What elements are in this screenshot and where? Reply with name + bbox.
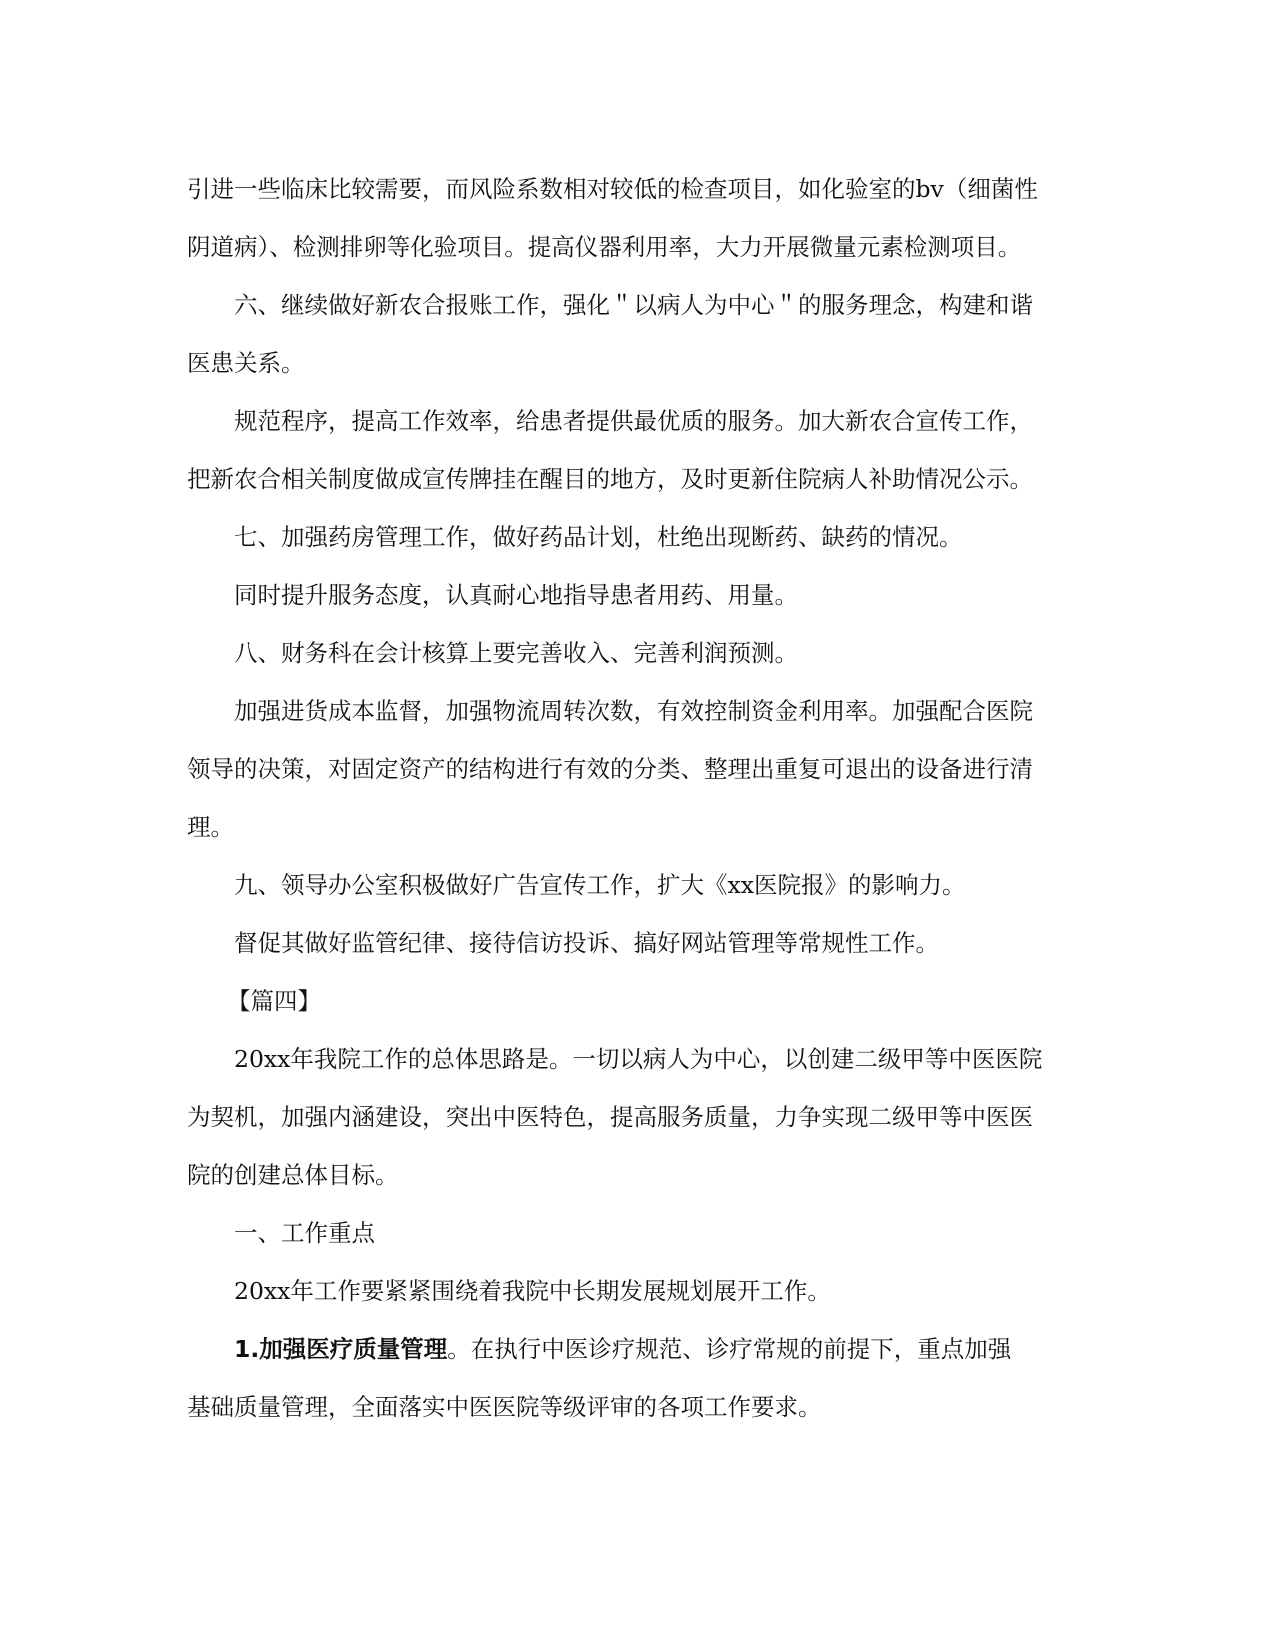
paragraph-line: 基础质量管理，全面落实中医医院等级评审的各项工作要求。 <box>187 1393 822 1421</box>
section-six-heading: 六、继续做好新农合报账工作，强化＂以病人为中心＂的服务理念，构建和谐 <box>234 291 1033 319</box>
paragraph-line: 规范程序，提高工作效率，给患者提供最优质的服务。加大新农合宣传工作， <box>234 407 1033 435</box>
item-one-text: 。在执行中医诊疗规范、诊疗常规的前提下，重点加强 <box>447 1335 1012 1363</box>
section-eight-heading: 八、财务科在会计核算上要完善收入、完善利润预测。 <box>234 639 798 667</box>
paragraph-line: 为契机，加强内涵建设，突出中医特色，提高服务质量，力争实现二级甲等中医医 <box>187 1103 1033 1131</box>
section-nine-heading: 九、领导办公室积极做好广告宣传工作，扩大《xx医院报》的影响力。 <box>234 871 966 899</box>
chapter-four-heading: 【篇四】 <box>227 987 321 1015</box>
paragraph-line: 把新农合相关制度做成宣传牌挂在醒目的地方，及时更新住院病人补助情况公示。 <box>187 465 1033 493</box>
paragraph-line: 同时提升服务态度，认真耐心地指导患者用药、用量。 <box>234 581 798 609</box>
item-one-title: 1.加强医疗质量管理 <box>234 1335 448 1363</box>
work-focus-heading: 一、工作重点 <box>234 1219 375 1247</box>
paragraph-line: 阴道病）、检测排卵等化验项目。提高仪器利用率，大力开展微量元素检测项目。 <box>187 233 1022 261</box>
paragraph-line: 20xx年工作要紧紧围绕着我院中长期发展规划展开工作。 <box>234 1277 831 1305</box>
item-one-line <box>187 1320 1087 1378</box>
paragraph-line: 加强进货成本监督，加强物流周转次数，有效控制资金利用率。加强配合医院 <box>234 697 1033 725</box>
paragraph-line: 理。 <box>187 813 234 841</box>
paragraph-line: 领导的决策，对固定资产的结构进行有效的分类、整理出重复可退出的设备进行清 <box>187 755 1033 783</box>
paragraph-line: 引进一些临床比较需要，而风险系数相对较低的检查项目，如化验室的bv（细菌性 <box>187 175 1038 203</box>
document-body <box>187 160 1087 1436</box>
paragraph-line: 院的创建总体目标。 <box>187 1161 399 1189</box>
paragraph-line: 医患关系。 <box>187 349 305 377</box>
paragraph-line: 督促其做好监管纪律、接待信访投诉、搞好网站管理等常规性工作。 <box>234 929 939 957</box>
section-seven-heading: 七、加强药房管理工作，做好药品计划，杜绝出现断药、缺药的情况。 <box>234 523 963 551</box>
paragraph-line: 20xx年我院工作的总体思路是。一切以病人为中心，以创建二级甲等中医医院 <box>234 1045 1043 1073</box>
